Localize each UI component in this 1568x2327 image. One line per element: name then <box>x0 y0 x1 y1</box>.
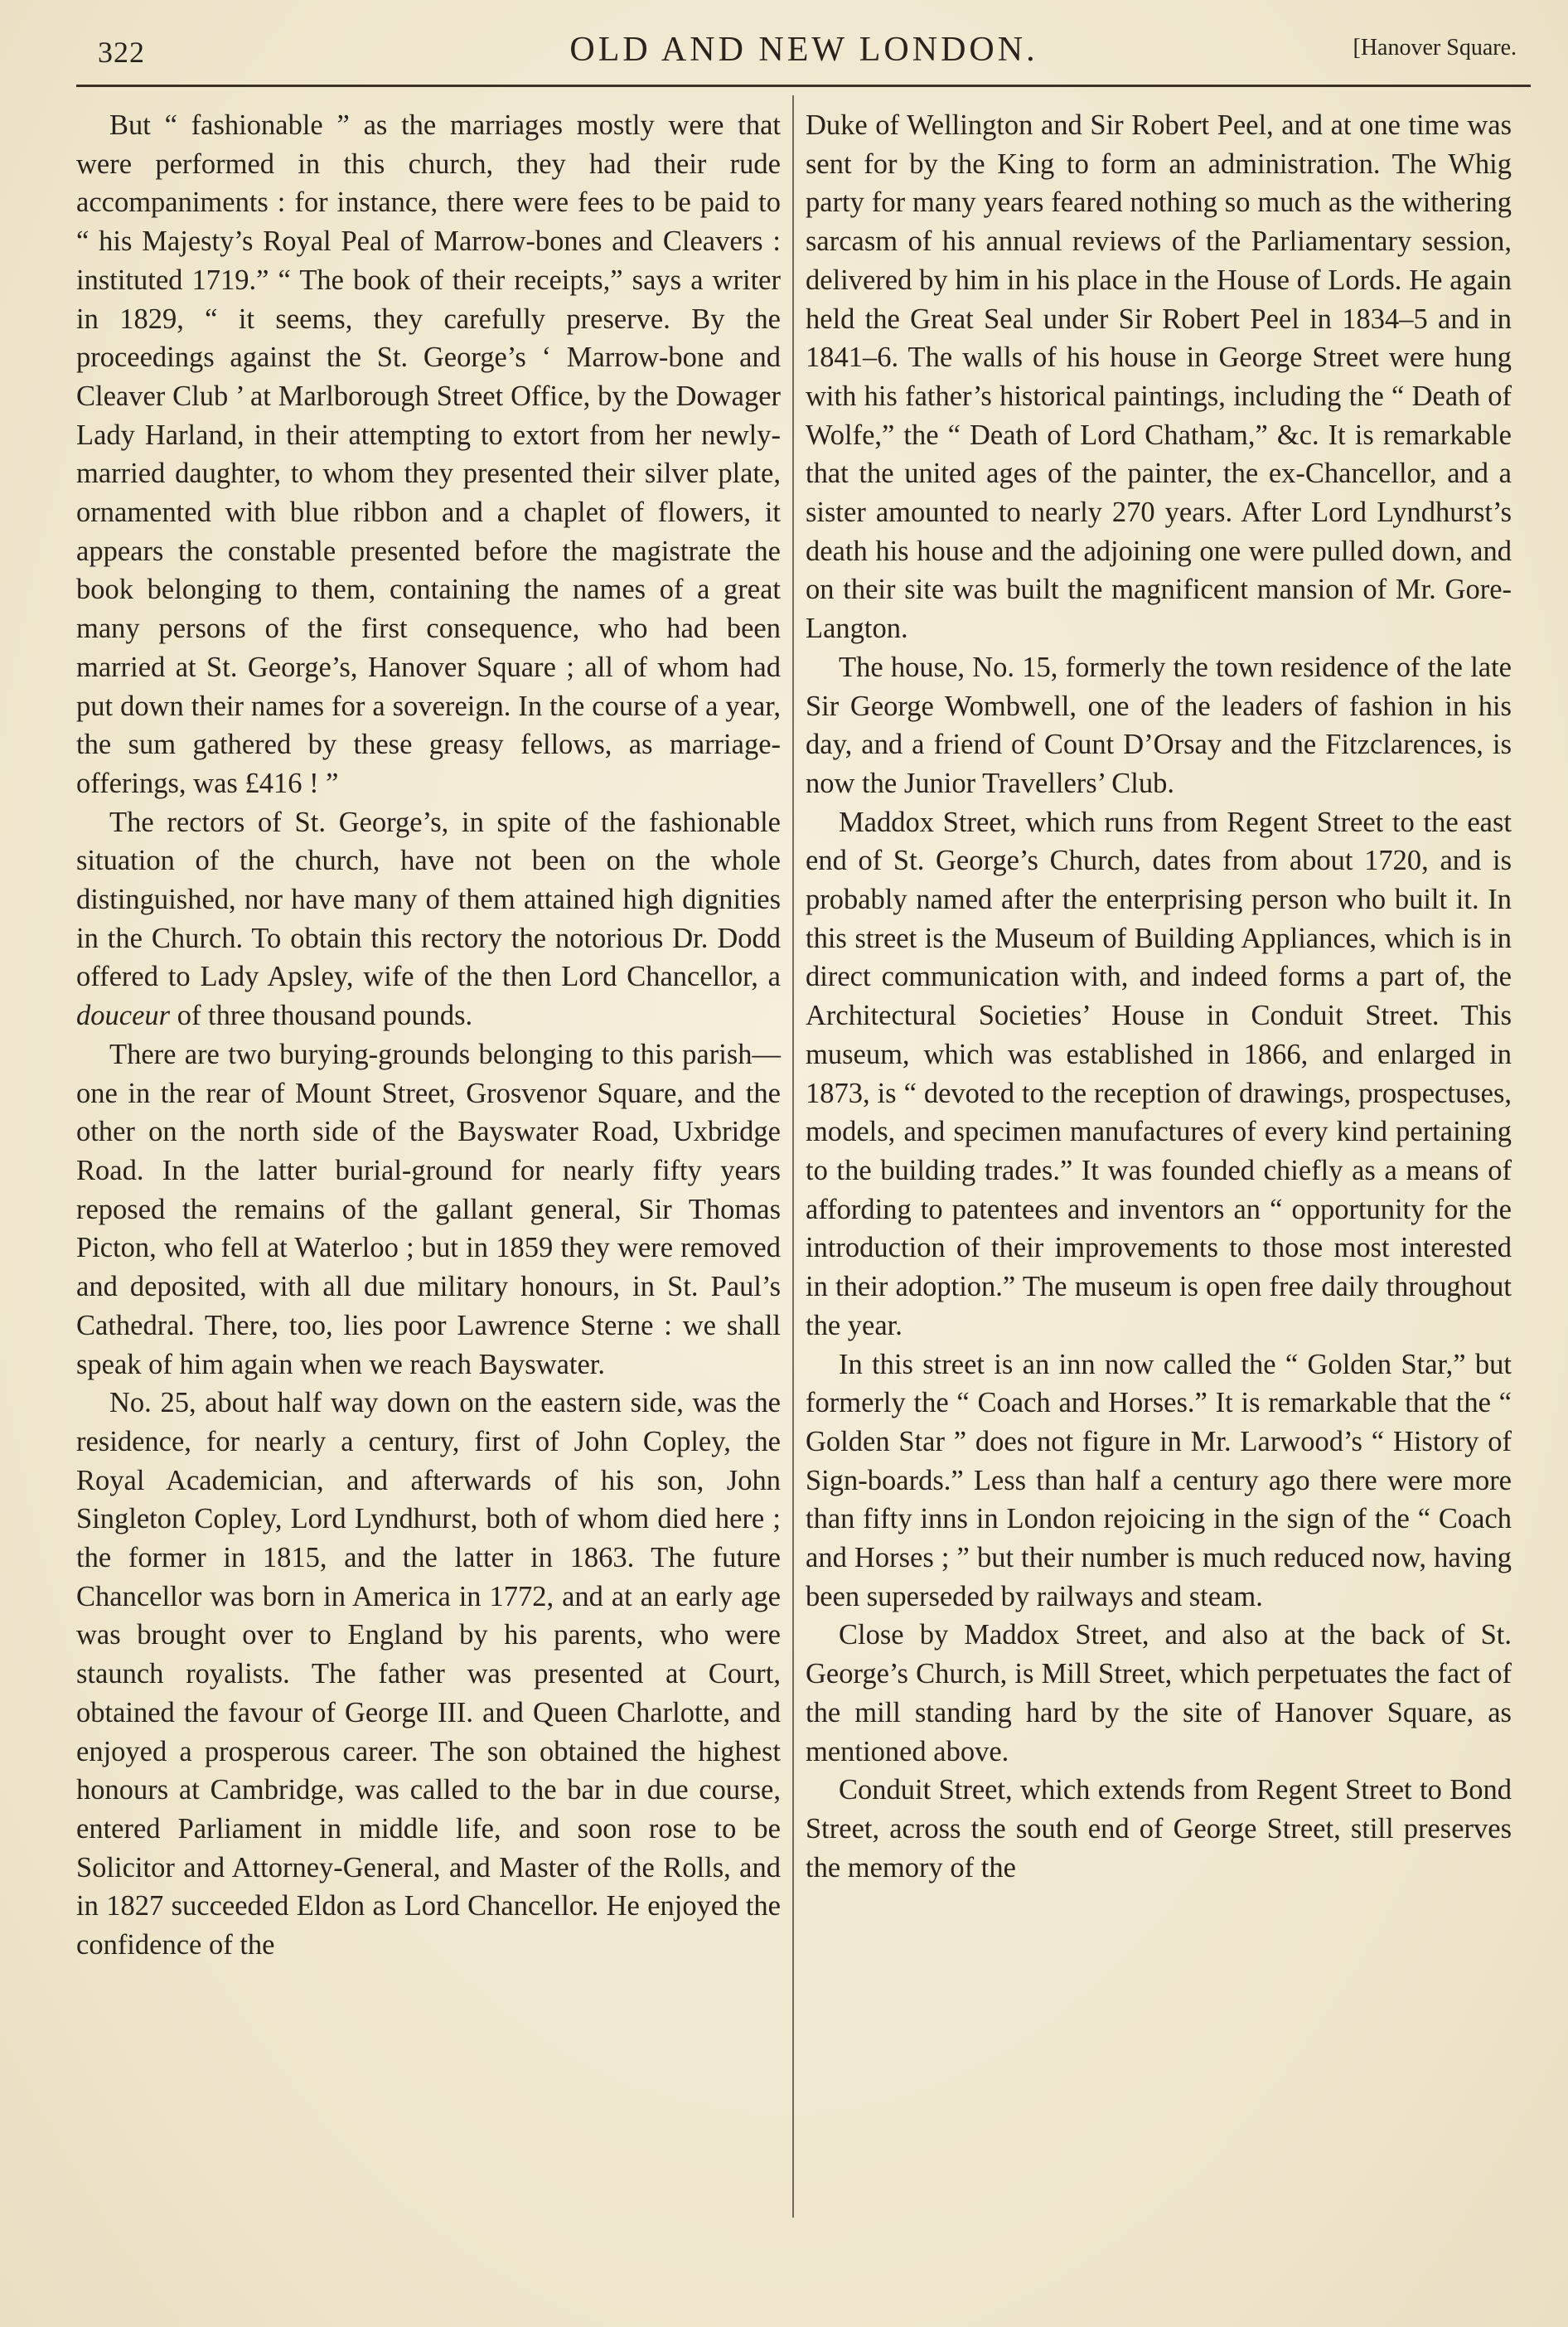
italic-word: douceur <box>76 1000 171 1032</box>
paragraph-text: The rectors of St. George’s, in spite of the fashionable situation of the church, have not been on the whole distinguished, nor have many of them attained high dignities in the Church. To obtain this rectory the notorious Dr. Dodd offered to Lady Apsley, wife of the then Lord Chancellor, a <box>76 806 781 993</box>
paragraph: In this street is an inn now called the “ Golden Star,” but formerly the “ Coach and Horses.” It is remarkable that the “ Golden Star ” does not figure in Mr. Larwood’s “ History of Sign-boards.” Less than half a century ago there were more than fifty inns in London rejoicing in the sign of the “ Coach and Horses ; ” but their number is much reduced now, having been superseded by railways and steam. <box>806 1348 1512 1612</box>
paragraph <box>76 803 781 1035</box>
paragraph: No. 25, about half way down on the eastern side, was the residence, for nearly a century, first of John Copley, the Royal Academician, and afterwards of his son, John Singleton Copley, Lord Lyndhurst, both of whom died here ; the former in 1815, and the latter in 1863. The future Chancellor was born in America in 1772, and at an early age was brought over to England by his parents, who were staunch royalists. The father was presented at Court, obtained the favour of George III. and Queen Charlotte, and enjoyed a prosperous career. The son obtained the highest honours at Cambridge, was called to the bar in due course, entered Parliament in middle life, and soon rose to be Solicitor and Attorney-General, and Master of the Rolls, and in 1827 succeeded Eldon as Lord Chancellor. He enjoyed the confidence of the <box>76 1387 781 1961</box>
right-column <box>806 106 1512 1887</box>
paragraph: Close by Maddox Street, and also at the back of St. George’s Church, is Mill Street, which perpetuates the fact of the mill standing hard by the site of Hanover Square, as mentioned above. <box>806 1619 1512 1767</box>
paragraph: But “ fashionable ” as the marriages mostly were that were performed in this church, they had their rude accompaniments : for instance, there were fees to be paid to “ his Majesty’s Royal Peal of Marrow-bones and Cleavers : instituted 1719.” “ The book of their receipts,” says a writer in 1829, “ it seems, they carefully preserve. By the proceedings against the St. George’s ‘ Marrow-bone and Cleaver Club ’ at Marlborough Street Office, by the Dowager Lady Harland, in their attempting to extort from her newly-married daughter, to whom they presented their silver plate, ornamented with blue ribbon and a chaplet of flowers, it appears the constable presented before the magistrate the book belonging to them, containing the names of a great many persons of the first consequence, who had been married at St. George’s, Hanover Square ; all of whom had put down their names for a sovereign. In the course of a year, the sum gathered by these greasy fellows, as marriage-offerings, was £416 ! ” <box>76 109 781 799</box>
section-title: [Hanover Square. <box>1353 35 1517 61</box>
paragraph: Maddox Street, which runs from Regent Street to the east end of St. George’s Church, dates from about 1720, and is probably named after the enterprising person who built it. In this street is the Museum of Building Appliances, which is in direct communication with, and indeed forms a part of, the Architectural Societies’ House in Conduit Street. This museum, which was established in 1866, and enlarged in 1873, is “ devoted to the reception of drawings, prospectuses, models, and specimen manufactures of every kind pertaining to the building trades.” It was founded chiefly as a means of affording to patentees and inventors an “ opportunity for the introduction of their improvements to those most interested in their adoption.” The museum is open free daily throughout the year. <box>806 806 1512 1341</box>
paragraph: The house, No. 15, formerly the town residence of the late Sir George Wombwell, one of the leaders of fashion in his day, and a friend of Count D’Orsay and the Fitzclarences, is now the Junior Travellers’ Club. <box>806 651 1512 799</box>
header-rule <box>76 85 1531 87</box>
paragraph: Duke of Wellington and Sir Robert Peel, and at one time was sent for by the King to form an administration. The Whig party for many years feared nothing so much as the withering sarcasm of his annual reviews of the Parliamentary session, delivered by him in his place in the House of Lords. He again held the Great Seal under Sir Robert Peel in 1834–5 and in 1841–6. The walls of his house in George Street were hung with his father’s historical paintings, including the “ Death of Wolfe,” the “ Death of Lord Chatham,” &c. It is remarkable that the united ages of the painter, the ex-Chancellor, and a sister amounted to nearly 270 years. After Lord Lyndhurst’s death his house and the adjoining one were pulled down, and on their site was built the magnificent mansion of Mr. Gore-Langton. <box>806 109 1512 645</box>
page-header <box>83 23 1525 81</box>
page-number: 322 <box>98 36 145 69</box>
paragraph: There are two burying-grounds belonging to this parish—one in the rear of Mount Street, Grosvenor Square, and the other on the north side of the Bayswater Road, Uxbridge Road. In the latter burial-ground for nearly fifty years reposed the remains of the gallant general, Sir Thomas Picton, who fell at Waterloo ; but in 1859 they were removed and deposited, with all due military honours, in St. Paul’s Cathedral. There, too, lies poor Lawrence Sterne : we shall speak of him again when we reach Bayswater. <box>76 1038 781 1380</box>
running-title: OLD AND NEW LONDON. <box>569 31 1038 69</box>
paragraph: Conduit Street, which extends from Regent Street to Bond Street, across the south end of George Street, still preserves the memory of the <box>806 1774 1512 1883</box>
paragraph-text: of three thousand pounds. <box>177 1000 473 1032</box>
column-divider <box>792 95 794 2218</box>
left-column <box>76 106 781 1965</box>
